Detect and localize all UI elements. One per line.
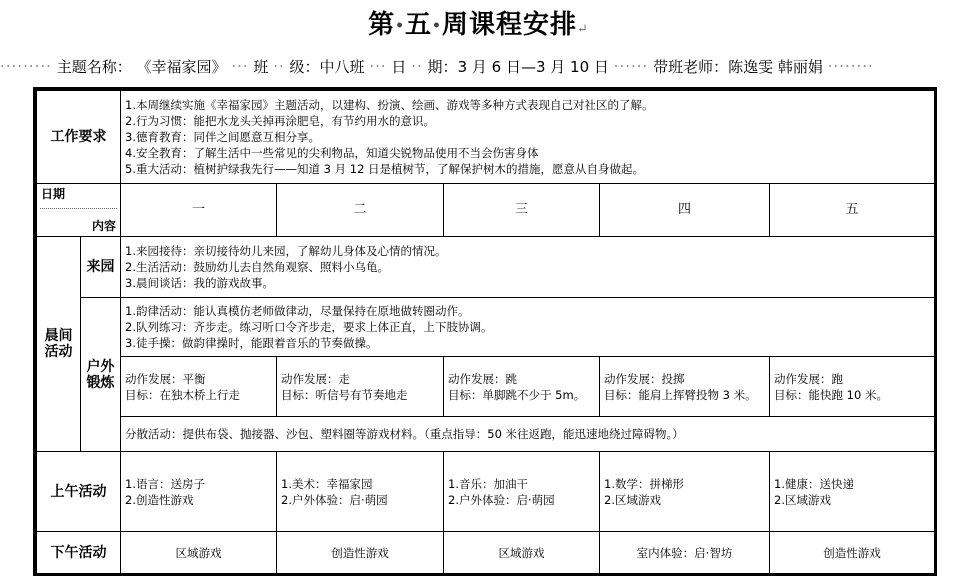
- am-cell: [770, 452, 935, 532]
- list-item: 1.健康：送快递: [774, 476, 854, 491]
- day-header: 三: [444, 184, 600, 237]
- class-label-2: 级：: [289, 58, 320, 76]
- motor-development: 动作发展：走: [281, 371, 350, 386]
- pm-cell: 创造性游戏: [277, 532, 444, 574]
- list-item: 1.韵律活动：能认真模仿老师做律动，尽量保持在原地做转圈动作。: [125, 304, 470, 318]
- list-item: 3.德育教育：同伴之间愿意互相分享。: [125, 130, 320, 144]
- motor-development: 动作发展：跑: [774, 371, 843, 386]
- am-cell: [121, 452, 277, 532]
- class-label-1: 班: [253, 58, 269, 76]
- list-item: 1.语言：送房子: [125, 476, 205, 491]
- theme-label: 主题名称：: [56, 58, 132, 76]
- list-item: 分散活动：提供布袋、抛接器、沙包、塑料圈等游戏材料。（重点指导：50 米往返跑，能迅速地绕过障碍物。）: [125, 427, 684, 441]
- list-item: 2.创造性游戏: [125, 492, 194, 507]
- header-divider: [40, 208, 117, 209]
- pm-cell: 室内体验：启·智坊: [600, 532, 770, 574]
- date-label: 日期: [41, 187, 66, 201]
- list-item: 2.区域游戏: [774, 492, 831, 507]
- leader-dots: ··: [273, 57, 285, 76]
- title-dot: •: [432, 18, 442, 34]
- list-item: 1.美术：幸福家园: [281, 476, 373, 491]
- leader-dots: ······: [613, 57, 649, 76]
- pm-cell: 区域游戏: [444, 532, 600, 574]
- daily-exercise-cell: [600, 357, 770, 417]
- date-content-header: [37, 184, 121, 237]
- list-item: 1.音乐：加油干: [448, 476, 528, 491]
- daily-exercise-cell: [121, 357, 277, 417]
- pm-cell: 区域游戏: [121, 532, 277, 574]
- exercise-goal: 目标：听信号有节奏地走: [281, 387, 408, 402]
- list-item: 2.区域游戏: [604, 492, 661, 507]
- class-value: 中八班: [319, 58, 365, 76]
- table-row: [37, 298, 935, 357]
- am-cell: [600, 452, 770, 532]
- title-suffix: 周课程安排: [442, 10, 578, 40]
- list-item: 4.安全教育：了解生活中一些常见的尖利物品，知道尖锐物品使用不当会伤害身体: [125, 146, 539, 160]
- table-row: [37, 91, 935, 184]
- am-cell: [277, 452, 444, 532]
- list-item: 1.本周继续实施《幸福家园》主题活动，以建构、扮演、绘画、游戏等多种方式表现自己对社区的了解。: [125, 98, 654, 112]
- morning-label: 晨间活动: [37, 237, 81, 452]
- motor-development: 动作发展：投掷: [604, 371, 685, 386]
- day-header: 一: [121, 184, 277, 237]
- title-prefix: 第: [368, 10, 396, 40]
- am-cell: [444, 452, 600, 532]
- date-label-1: 日: [391, 58, 407, 76]
- info-line: [0, 56, 957, 78]
- title-dot: •: [395, 18, 406, 34]
- arrival-label: 来园: [81, 237, 121, 298]
- table-row: [37, 532, 935, 574]
- exercise-goal: 目标：单脚跳不少于 5m。: [448, 387, 586, 402]
- leader-dots: ········: [827, 57, 874, 76]
- list-item: 1.来园接待：亲切接待幼儿来园，了解幼儿身体及心情的情况。: [125, 244, 447, 258]
- leader-dots: ···: [369, 57, 387, 76]
- theme-value: 《幸福家园》: [136, 58, 227, 76]
- exercise-goal: 目标：在独木桥上行走: [125, 387, 240, 402]
- teacher-label: 带班老师：: [653, 58, 729, 76]
- content-label: 内容: [91, 219, 116, 233]
- day-header: 四: [600, 184, 770, 237]
- am-label: 上午活动: [37, 452, 121, 532]
- date-label-2: 期：: [427, 58, 458, 76]
- day-header: 二: [277, 184, 444, 237]
- work-content: [121, 91, 935, 184]
- leader-dots: ··: [411, 57, 423, 76]
- list-item: 3.徒手操：做韵律操时，能跟着音乐的节奏做操。: [125, 336, 378, 350]
- table-row: [37, 452, 935, 532]
- list-item: 2.行为习惯：能把水龙头关掉再涂肥皂，有节约用水的意识。: [125, 114, 435, 128]
- table-row: [37, 237, 935, 298]
- daily-exercise-cell: [277, 357, 444, 417]
- work-label: 工作要求: [37, 91, 121, 184]
- list-item: 2.户外体验：启·萌园: [281, 492, 388, 507]
- table-row: [37, 417, 935, 452]
- exercise-goal: 目标：能快跑 10 米。: [774, 387, 888, 402]
- motor-development: 动作发展：平衡: [125, 371, 206, 386]
- date-value: 3 月 6 日—3 月 10 日: [457, 58, 609, 76]
- list-item: 2.队列练习：齐步走。练习听口令齐步走，要求上体正直，上下肢协调。: [125, 320, 493, 334]
- page-title: [0, 4, 957, 41]
- day-header: 五: [770, 184, 935, 237]
- leader-dots: ·········: [0, 57, 52, 76]
- exercise-goal: 目标：能肩上挥臂投物 3 米。: [604, 387, 757, 402]
- outdoor-label: 户外锻炼: [81, 298, 121, 452]
- table-row: [37, 184, 935, 237]
- scatter-activity: [121, 417, 935, 452]
- motor-development: 动作发展：跳: [448, 371, 517, 386]
- schedule-table: [36, 90, 935, 574]
- title-week: 五: [405, 10, 433, 40]
- daily-exercise-cell: [770, 357, 935, 417]
- pm-label: 下午活动: [37, 532, 121, 574]
- teacher-value: 陈逸雯 韩丽娟: [728, 58, 823, 76]
- table-row: [37, 357, 935, 417]
- list-item: 1.数学：拼梯形: [604, 476, 684, 491]
- daily-exercise-cell: [444, 357, 600, 417]
- leader-dots: ···: [231, 57, 249, 76]
- list-item: 5.重大活动：植树护绿我先行——知道 3 月 12 日是植树节，了解保护树木的措施，愿意从自身做起。: [125, 162, 645, 176]
- list-item: 2.生活活动：鼓励幼儿去自然角观察、照料小乌龟。: [125, 260, 389, 274]
- outdoor-content: [121, 298, 935, 357]
- arrival-content: [121, 237, 935, 298]
- list-item: 3.晨间谈话：我的游戏故事。: [125, 276, 274, 290]
- list-item: 2.户外体验：启·萌园: [448, 492, 555, 507]
- pm-cell: 创造性游戏: [770, 532, 935, 574]
- paragraph-mark-icon: ↵: [577, 22, 589, 37]
